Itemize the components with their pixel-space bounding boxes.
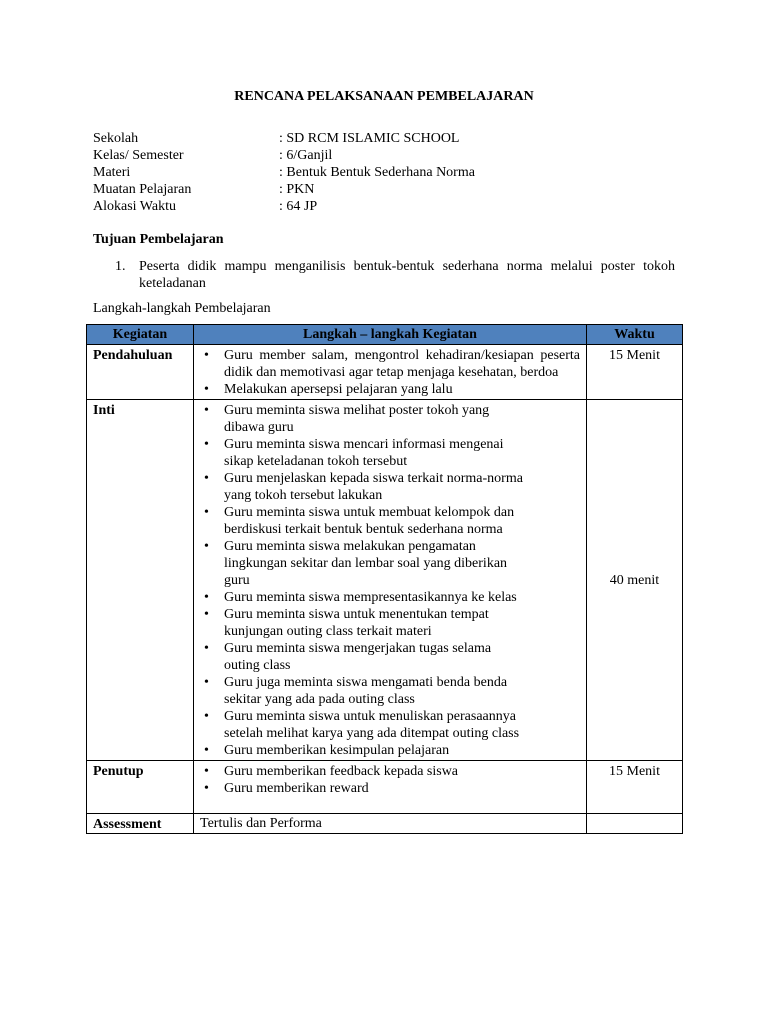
waktu-cell: 15 Menit — [587, 345, 683, 400]
info-row-muatan — [93, 181, 475, 198]
bullet-icon: • — [204, 437, 209, 452]
header-waktu: Waktu — [587, 325, 683, 345]
tujuan-item-number: 1. — [115, 259, 126, 274]
step-text: Guru meminta siswa untuk membuat kelompok dan berdiskusi terkait bentuk bentuk sederhana norma — [224, 505, 515, 537]
table-header-row — [87, 325, 683, 345]
langkah-label: Langkah-langkah Pembelajaran — [93, 301, 271, 316]
tujuan-item-text: Peserta didik mampu menganilisis bentuk-bentuk sederhana norma melalui poster tokoh keteladanan — [139, 259, 675, 291]
step-text: Guru meminta siswa melihat poster tokoh yang dibawa guru — [224, 403, 490, 435]
list-item — [200, 780, 580, 797]
table-row-inti — [87, 400, 683, 761]
bullet-icon: • — [204, 607, 209, 622]
bullet-icon: • — [204, 471, 209, 486]
list-item — [200, 640, 530, 674]
bullet-icon: • — [204, 781, 209, 796]
list-item — [200, 347, 580, 381]
lesson-steps-table — [86, 324, 683, 834]
step-text: Guru member salam, mengontrol kehadiran/kesiapan peserta didik dan memotivasi agar tetap menjaga kesehatan, berdoa — [224, 348, 580, 380]
list-item — [200, 470, 530, 504]
info-value: : 6/Ganjil — [279, 148, 333, 163]
header-kegiatan: Kegiatan — [87, 325, 194, 345]
step-list — [200, 347, 580, 398]
step-text: Guru meminta siswa mengerjakan tugas selama outing class — [224, 641, 492, 673]
waktu-cell: 15 Menit — [587, 761, 683, 814]
step-text: Guru meminta siswa untuk menuliskan perasaannya setelah melihat karya yang ada ditempat outing class — [224, 709, 520, 741]
step-list — [200, 402, 530, 759]
bullet-icon: • — [204, 539, 209, 554]
info-row-sekolah — [93, 130, 475, 147]
table-row-pendahuluan — [87, 345, 683, 400]
list-item — [200, 504, 530, 538]
langkah-cell — [194, 761, 587, 814]
bullet-icon: • — [204, 641, 209, 656]
info-value: : PKN — [279, 182, 315, 197]
list-item — [200, 742, 530, 759]
step-text: Guru meminta siswa mempresentasikannya ke kelas — [224, 590, 517, 605]
step-text: Melakukan apersepsi pelajaran yang lalu — [224, 382, 453, 397]
info-label: Kelas/ Semester — [93, 148, 184, 163]
info-label: Alokasi Waktu — [93, 199, 176, 214]
info-value: : 64 JP — [279, 199, 318, 214]
step-text: Guru menjelaskan kepada siswa terkait norma-norma yang tokoh tersebut lakukan — [224, 471, 523, 503]
list-item — [200, 402, 530, 436]
table-row-penutup — [87, 761, 683, 814]
info-value: : Bentuk Bentuk Sederhana Norma — [279, 165, 475, 180]
step-text: Guru meminta siswa melakukan pengamatan lingkungan sekitar dan lembar soal yang diberikan guru — [224, 539, 508, 588]
list-item — [200, 436, 530, 470]
info-row-kelas — [93, 147, 475, 164]
bullet-icon: • — [204, 709, 209, 724]
bullet-icon: • — [204, 675, 209, 690]
header-langkah: Langkah – langkah Kegiatan — [194, 325, 587, 345]
bullet-icon: • — [204, 764, 209, 779]
info-label: Muatan Pelajaran — [93, 182, 192, 197]
step-text: Guru meminta siswa mencari informasi mengenai sikap keteladanan tokoh tersebut — [224, 437, 504, 469]
bullet-icon: • — [204, 590, 209, 605]
langkah-cell — [194, 345, 587, 400]
list-item — [200, 708, 530, 742]
bullet-icon: • — [204, 382, 209, 397]
list-item — [200, 538, 530, 589]
step-text: Guru memberikan feedback kepada siswa — [224, 764, 459, 779]
info-row-alokasi — [93, 198, 475, 215]
langkah-cell — [194, 400, 587, 761]
kegiatan-cell: Inti — [87, 400, 194, 761]
waktu-cell — [587, 814, 683, 834]
bullet-icon: • — [204, 348, 209, 363]
info-row-materi — [93, 164, 475, 181]
list-item — [200, 763, 580, 780]
list-item — [200, 381, 580, 398]
step-text: Guru memberikan kesimpulan pelajaran — [224, 743, 450, 758]
bullet-icon: • — [204, 743, 209, 758]
kegiatan-cell: Assessment — [87, 814, 194, 834]
tujuan-heading: Tujuan Pembelajaran — [93, 232, 224, 247]
step-text: Guru memberikan reward — [224, 781, 369, 796]
step-list — [200, 763, 580, 797]
bullet-icon: • — [204, 505, 209, 520]
list-item — [200, 589, 530, 606]
waktu-cell: 40 menit — [587, 400, 683, 761]
step-text: Guru meminta siswa untuk menentukan tempat kunjungan outing class terkait materi — [224, 607, 489, 639]
step-text: Guru juga meminta siswa mengamati benda benda sekitar yang ada pada outing class — [224, 675, 508, 707]
info-value: : SD RCM ISLAMIC SCHOOL — [279, 131, 460, 146]
info-block — [93, 130, 475, 215]
document-title: RENCANA PELAKSANAAN PEMBELAJARAN — [234, 89, 534, 104]
info-label: Materi — [93, 165, 131, 180]
kegiatan-cell: Pendahuluan — [87, 345, 194, 400]
tujuan-item — [115, 258, 675, 292]
bullet-icon: • — [204, 403, 209, 418]
info-label: Sekolah — [93, 131, 139, 146]
assessment-cell: Tertulis dan Performa — [194, 814, 587, 834]
list-item — [200, 606, 530, 640]
list-item — [200, 674, 530, 708]
kegiatan-cell: Penutup — [87, 761, 194, 814]
table-row-assessment — [87, 814, 683, 834]
